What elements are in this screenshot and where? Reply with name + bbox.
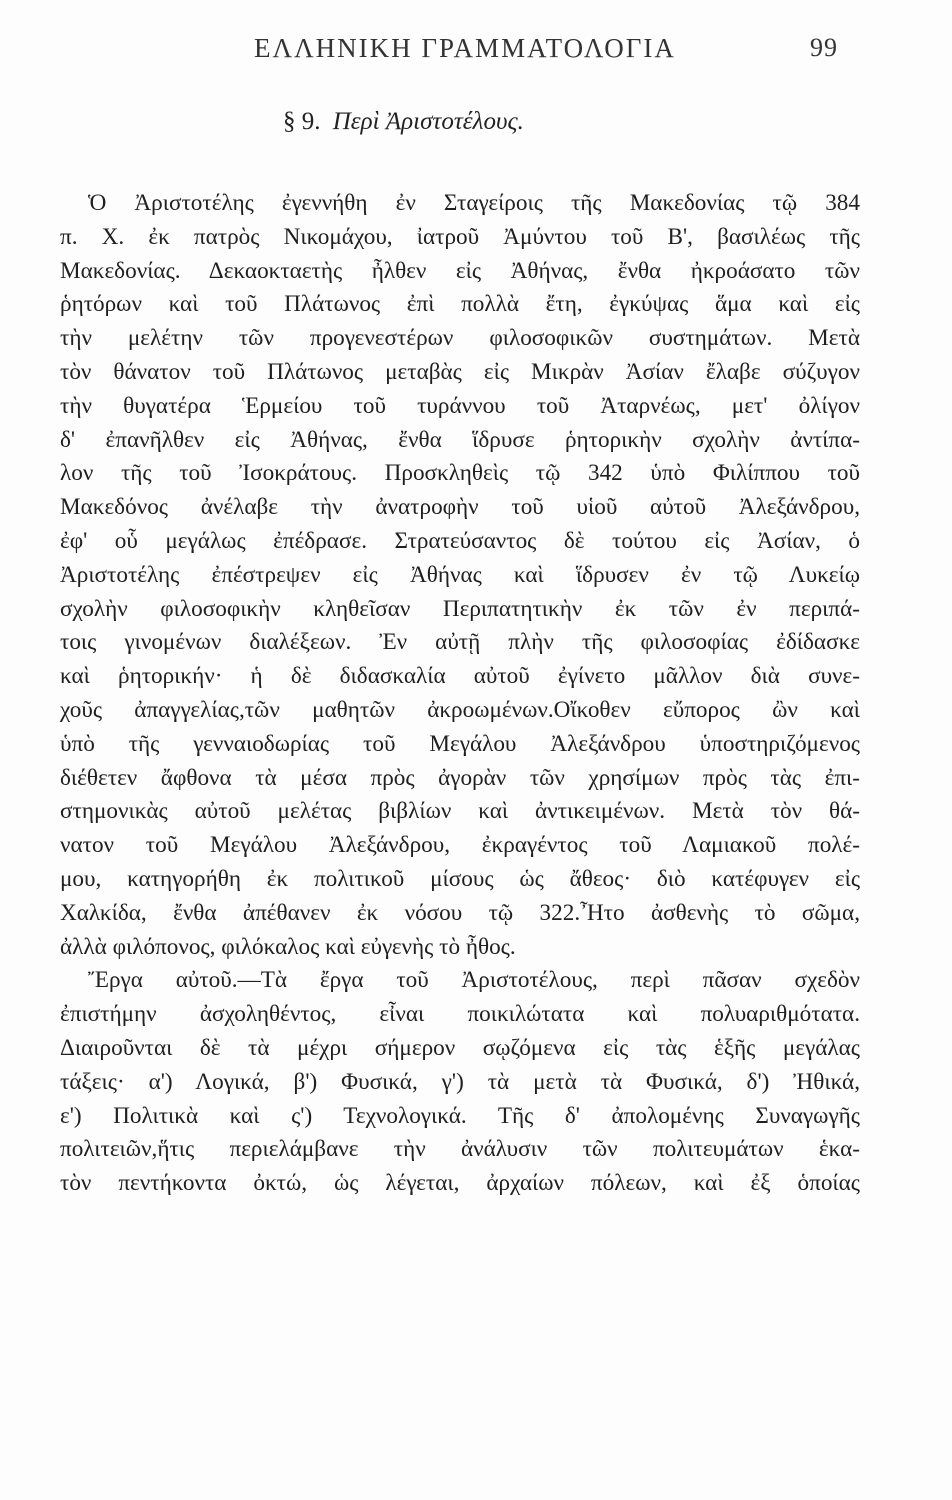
text-line: ὑπὸ τῆς γενναιοδωρίας τοῦ Μεγάλου Ἀλεξάνδρου ὑποστηριζόμενος (60, 730, 860, 757)
section-heading (283, 108, 683, 136)
text-line: τὸν θάνατον τοῦ Πλάτωνος μεταβὰς εἰς Μικρὰν Ἀσίαν ἔλαβε σύζυγον (60, 358, 860, 385)
text-line: χοῦς ἀπαγγελίας,τῶν μαθητῶν ἀκροωμένων.Οἴκοθεν εὔπορος ὢν καὶ (60, 696, 860, 723)
text-line: τοις γινομένων διαλέξεων. Ἐν αὐτῇ πλὴν τῆς φιλοσοφίας ἐδίδασκε (60, 629, 860, 656)
running-head-title: ΕΛΛΗΝΙΚΗ ΓΡΑΜΜΑΤΟΛΟΓΙΑ (254, 32, 676, 63)
running-head (160, 28, 840, 68)
text-line: ἐπιστήμην ἀσχοληθέντος, εἶναι ποικιλώτατα καὶ πολυαριθμότατα. (60, 1001, 860, 1028)
text-line: καὶ ῥητορικήν· ἡ δὲ διδασκαλία αὐτοῦ ἐγίνετο μᾶλλον διὰ συνε- (60, 663, 860, 690)
text-line: ε') Πολιτικὰ καὶ ς') Τεχνολογικά. Τῆς δ' ἀπολομένης Συναγωγῆς (60, 1102, 860, 1129)
text-line: Χαλκίδα, ἔνθα ἀπέθανεν ἐκ νόσου τῷ 322.Ἦτο ἀσθενὴς τὸ σῶμα, (60, 899, 860, 926)
text-line: στημονικὰς αὐτοῦ μελέτας βιβλίων καὶ ἀντικειμένων. Μετὰ τὸν θά- (60, 798, 860, 825)
paragraph-biography (60, 187, 860, 964)
text-line: Μακεδόνος ἀνέλαβε τὴν ἀνατροφὴν τοῦ υἱοῦ αὐτοῦ Ἀλεξάνδρου, (60, 494, 860, 521)
section-number: § 9. (283, 108, 321, 135)
text-line: Ἔργα αὐτοῦ.—Τὰ ἔργα τοῦ Ἀριστοτέλους, περὶ πᾶσαν σχεδὸν (88, 967, 860, 994)
text-line: ἐφ' οὗ μεγάλως ἐπέδρασε. Στρατεύσαντος δὲ τούτου εἰς Ἀσίαν, ὁ (60, 527, 860, 554)
text-line: νατον τοῦ Μεγάλου Ἀλεξάνδρου, ἐκραγέντος τοῦ Λαμιακοῦ πολέ- (60, 832, 860, 859)
text-line: μου, κατηγορήθη ἐκ πολιτικοῦ μίσους ὡς ἄθεος· διὸ κατέφυγεν εἰς (60, 865, 860, 892)
text-line: ἀλλὰ φιλόπονος, φιλόκαλος καὶ εὐγενὴς τὸ ἦθος. (60, 933, 516, 960)
text-line: π. Χ. ἐκ πατρὸς Νικομάχου, ἰατροῦ Ἀμύντου τοῦ Β', βασιλέως τῆς (60, 223, 860, 250)
body-text (60, 187, 860, 1201)
text-line: Ἀριστοτέλης ἐπέστρεψεν εἰς Ἀθήνας καὶ ἵδρυσεν ἐν τῷ Λυκείῳ (60, 561, 860, 588)
page-number: 99 (810, 33, 838, 62)
text-line: σχολὴν φιλοσοφικὴν κληθεῖσαν Περιπατητικὴν ἐκ τῶν ἐν περιπά- (60, 595, 860, 622)
text-line: τὴν μελέτην τῶν προγενεστέρων φιλοσοφικῶν συστημάτων. Μετὰ (60, 325, 860, 352)
text-line: Διαιροῦνται δὲ τὰ μέχρι σήμερον σῳζόμενα εἰς τὰς ἑξῆς μεγάλας (60, 1034, 860, 1061)
text-line: τὸν πεντήκοντα ὀκτώ, ὡς λέγεται, ἀρχαίων πόλεων, καὶ ἐξ ὁποίας (60, 1170, 860, 1197)
text-line: τάξεις· α') Λογικά, β') Φυσικά, γ') τὰ μετὰ τὰ Φυσικά, δ') Ἠθικά, (60, 1068, 860, 1095)
text-line: τὴν θυγατέρα Ἑρμείου τοῦ τυράννου τοῦ Ἀταρνέως, μετ' ὀλίγον (60, 392, 860, 419)
text-line: Μακεδονίας. Δεκαοκταετὴς ἦλθεν εἰς Ἀθήνας, ἔνθα ἠκροάσατο τῶν (60, 257, 860, 284)
section-title: Περὶ Ἀριστοτέλους. (332, 108, 524, 135)
text-line: δ' ἐπανῆλθεν εἰς Ἀθήνας, ἔνθα ἵδρυσε ῥητορικὴν σχολὴν ἀντίπα- (60, 426, 860, 453)
text-line: λον τῆς τοῦ Ἰσοκράτους. Προσκληθεὶς τῷ 342 ὑπὸ Φιλίππου τοῦ (60, 460, 860, 487)
text-line: διέθετεν ἄφθονα τὰ μέσα πρὸς ἀγορὰν τῶν χρησίμων πρὸς τὰς ἐπι- (60, 764, 860, 791)
text-line: ῥητόρων καὶ τοῦ Πλάτωνος ἐπὶ πολλὰ ἔτη, ἐγκύψας ἅμα καὶ εἰς (60, 291, 860, 318)
text-line: πολιτειῶν,ἥτις περιελάμβανε τὴν ἀνάλυσιν τῶν πολιτευμάτων ἑκα- (60, 1136, 860, 1163)
text-line: Ὁ Ἀριστοτέλης ἐγεννήθη ἐν Σταγείροις τῆς Μακεδονίας τῷ 384 (88, 190, 860, 216)
paragraph-works (60, 964, 860, 1201)
